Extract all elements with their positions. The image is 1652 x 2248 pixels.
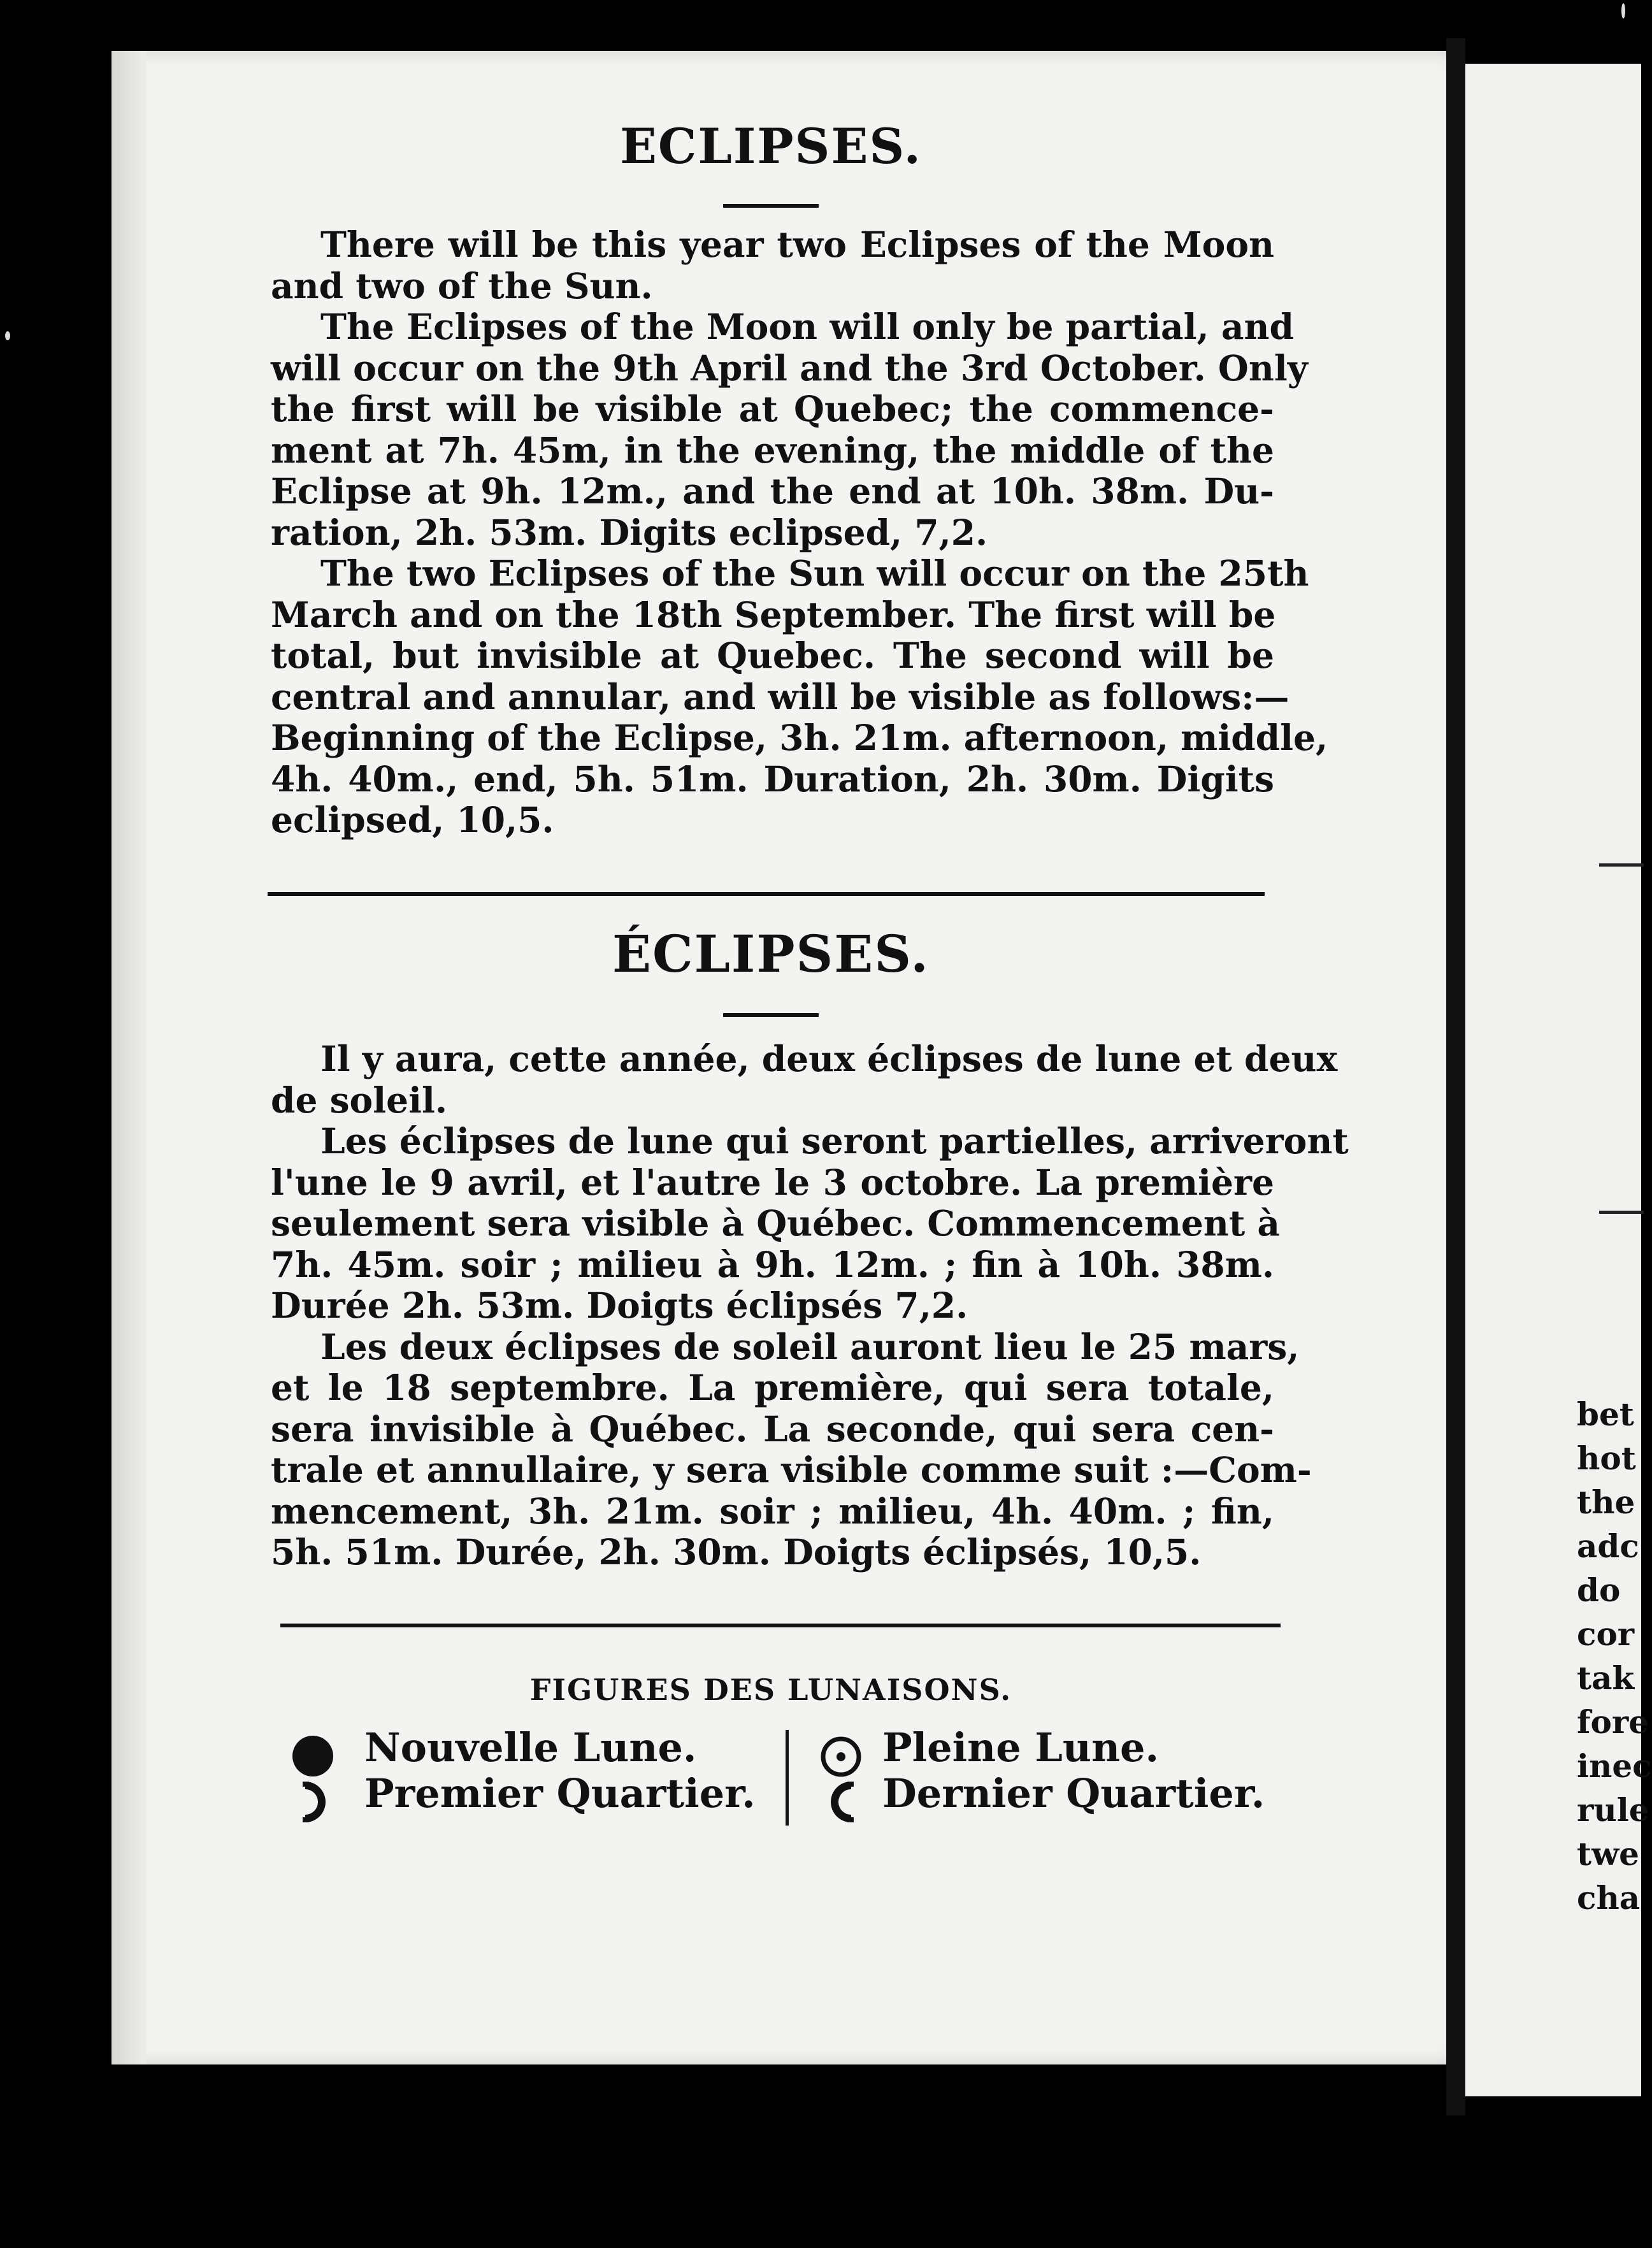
adjacent-word: adc: [1577, 1527, 1639, 1565]
page-edge: [111, 51, 147, 2064]
adjacent-rule: [1599, 863, 1644, 867]
text-line: The two Eclipses of the Sun will occur on the 25th: [320, 552, 1309, 594]
adjacent-word: rule: [1577, 1791, 1649, 1829]
adjacent-word: inec: [1577, 1747, 1652, 1785]
english-text: [271, 224, 1328, 841]
scan-speck: [1621, 3, 1625, 18]
french-title: ÉCLIPSES.: [612, 924, 930, 984]
text-line: 5h. 51m. Durée, 2h. 30m. Doigts éclipsés, 10,5.: [271, 1531, 1202, 1573]
text-line: and two of the Sun.: [271, 264, 653, 306]
text-line: 4h. 40m., end, 5h. 51m. Duration, 2h. 30m. Digits: [271, 758, 1274, 800]
legend-label: Dernier Quartier.: [882, 1770, 1265, 1817]
adjacent-word: hot: [1577, 1439, 1636, 1477]
full-moon-icon: [819, 1734, 863, 1779]
adjacent-word: bet: [1577, 1395, 1634, 1433]
title-underline: [723, 204, 819, 208]
legend-label: Nouvelle Lune.: [364, 1724, 697, 1771]
french-text: [271, 1038, 1349, 1573]
adjacent-word: do: [1577, 1571, 1621, 1609]
text-line: trale et annullaire, y sera visible comme suit :—Com-: [271, 1449, 1312, 1490]
scan-speck: [5, 331, 10, 340]
title-underline: [723, 1013, 819, 1017]
text-line: There will be this year two Eclipses of the Moon: [320, 224, 1274, 265]
text-line: Il y aura, cette année, deux éclipses de lune et deux: [320, 1038, 1338, 1079]
adjacent-word: twe: [1577, 1835, 1639, 1873]
legend-label: Pleine Lune.: [882, 1724, 1160, 1771]
text-line: Beginning of the Eclipse, 3h. 21m. afternoon, middle,: [271, 717, 1328, 758]
legend-separator: [786, 1730, 789, 1826]
text-line: March and on the 18th September. The first will be: [271, 593, 1276, 635]
text-line: Les deux éclipses de soleil auront lieu le 25 mars,: [320, 1325, 1300, 1367]
text-line: Les éclipses de lune qui seront partielles, arriveront: [320, 1120, 1349, 1162]
text-line: total, but invisible at Quebec. The second will be: [271, 635, 1274, 676]
text-line: seulement sera visible à Québec. Commencement à: [271, 1202, 1281, 1244]
english-title: ECLIPSES.: [620, 118, 922, 175]
legend-label: Premier Quartier.: [364, 1770, 756, 1817]
first-quarter-icon: [296, 1778, 334, 1826]
text-line: sera invisible à Québec. La seconde, qui sera cen-: [271, 1408, 1274, 1450]
adjacent-word: cha: [1577, 1879, 1641, 1917]
text-line: et le 18 septembre. La première, qui sera totale,: [271, 1367, 1274, 1408]
section-divider: [280, 1624, 1281, 1627]
text-line: Durée 2h. 53m. Doigts éclipsés 7,2.: [271, 1285, 968, 1326]
text-line: l'une le 9 avril, et l'autre le 3 octobre. La première: [271, 1161, 1274, 1203]
text-line: mencement, 3h. 21m. soir ; milieu, 4h. 40m. ; fin,: [271, 1490, 1274, 1532]
text-line: will occur on the 9th April and the 3rd October. Only: [271, 347, 1308, 389]
adjacent-word: cor: [1577, 1615, 1635, 1653]
adjacent-word: fore: [1577, 1703, 1649, 1741]
adjacent-word: tak: [1577, 1659, 1635, 1697]
adjacent-word: the: [1577, 1483, 1635, 1521]
adjacent-page: [1465, 64, 1652, 2096]
adjacent-page-text: [1577, 1392, 1652, 1920]
text-line: ment at 7h. 45m, in the evening, the middle of the: [271, 429, 1274, 471]
text-line: the first will be visible at Quebec; the commence-: [271, 388, 1274, 429]
text-line: de soleil.: [271, 1079, 448, 1121]
text-line: The Eclipses of the Moon will only be partial, and: [320, 306, 1294, 347]
adjacent-rule: [1599, 1211, 1644, 1214]
text-line: ration, 2h. 53m. Digits eclipsed, 7,2.: [271, 511, 988, 553]
text-line: central and annular, and will be visible as follows:—: [271, 675, 1289, 717]
new-moon-icon: [290, 1733, 336, 1779]
text-line: Eclipse at 9h. 12m., and the end at 10h. 38m. Du-: [271, 470, 1274, 512]
text-line: 7h. 45m. soir ; milieu à 9h. 12m. ; fin à 10h. 38m.: [271, 1243, 1274, 1285]
book-gutter: [1446, 38, 1465, 2115]
section-divider: [268, 892, 1265, 896]
text-line: eclipsed, 10,5.: [271, 799, 554, 840]
figures-title: FIGURES DES LUNAISONS.: [529, 1673, 1012, 1707]
last-quarter-icon: [822, 1778, 860, 1826]
